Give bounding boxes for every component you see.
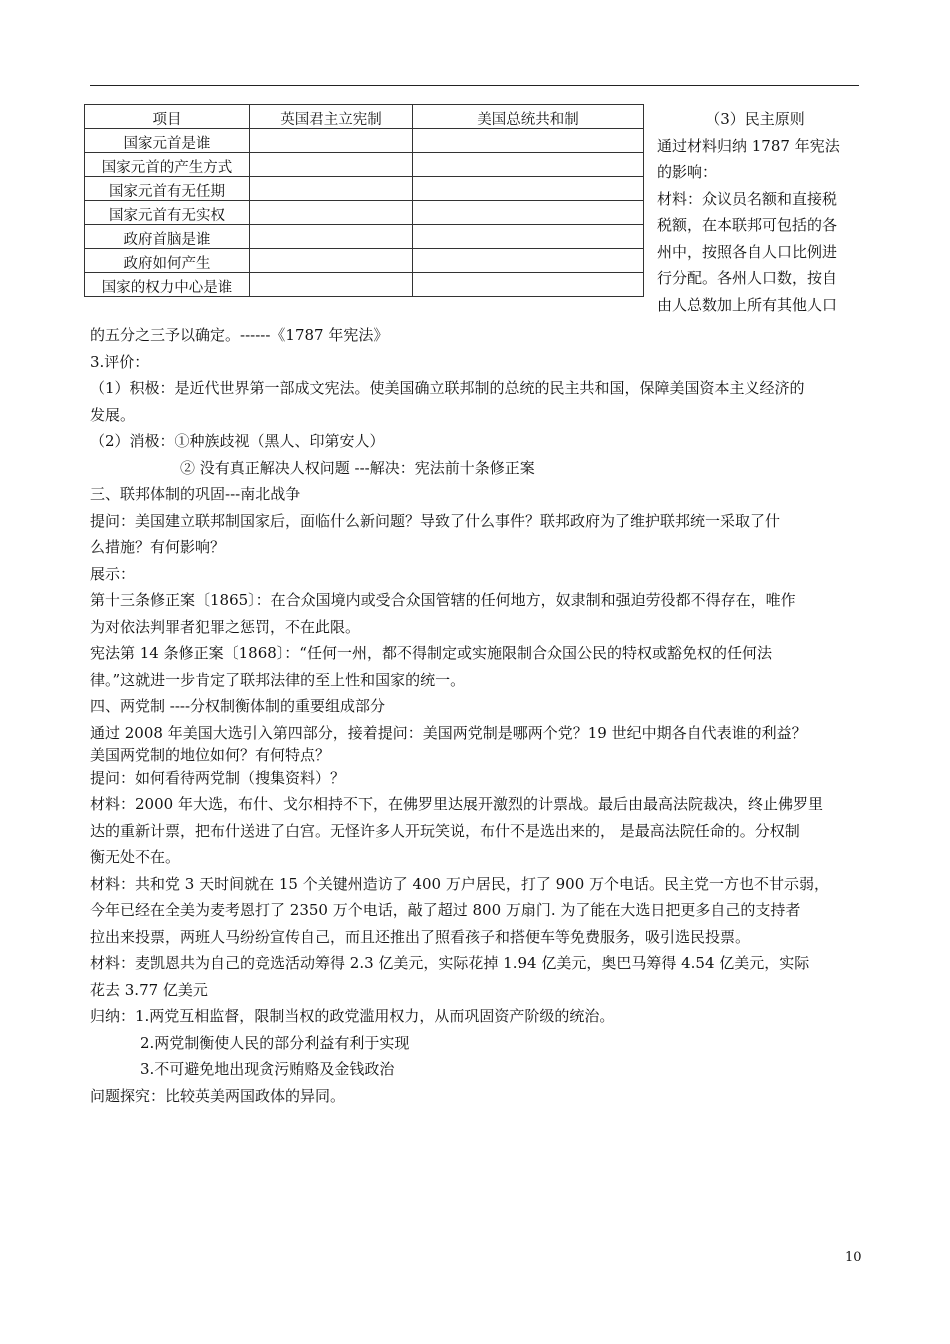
paragraph-line: 今年已经在全美为麦考恩打了 2350 万个电话，敲了超过 800 万扇门. 为了能在大选日把更多自己的支持者 xyxy=(90,901,801,919)
paragraph-line: 第十三条修正案〔1865〕：在合众国境内或受合众国管辖的任何地方，奴隶制和强迫劳役都不得存在，唯作 xyxy=(90,591,796,609)
table-row xyxy=(85,153,644,177)
paragraph-line: 达的重新计票，把布什送进了白宫。无怪许多人开玩笑说，布什不是选出来的， 是最高法院任命的。分权制 xyxy=(90,821,800,840)
side-line: 行分配。各州人口数，按自 xyxy=(657,269,838,287)
paragraph-line: 宪法第 14 条修正案〔1868〕：“任何一州，都不得制定或实施限制合众国公民的特权或豁免权的任何法 xyxy=(90,644,772,662)
paragraph-line: 拉出来投票，两班人马纷纷宣传自己，而且还推出了照看孩子和搭便车等免费服务，吸引选民投票。 xyxy=(90,927,751,946)
side-column xyxy=(657,106,867,318)
paragraph-line: 花去 3.77 亿美元 xyxy=(90,980,208,999)
paragraph-line: 提问：美国建立联邦制国家后，面临什么新问题？导致了什么事件？联邦政府为了维护联邦统一采取了什 xyxy=(90,511,781,530)
paragraph-line: 展示： xyxy=(90,564,136,583)
paragraph-line: 材料：麦凯恩共为自己的竞选活动筹得 2.3 亿美元，实际花掉 1.94 亿美元，奥巴马筹得 4.54 亿美元，实际 xyxy=(90,954,810,972)
table-header-cell: 美国总统共和制 xyxy=(413,105,644,129)
paragraph-line: ② 没有真正解决人权问题 ---解决：宪法前十条修正案 xyxy=(180,458,535,477)
table-cell: 国家元首的产生方式 xyxy=(85,153,250,177)
paragraph-line: 2.两党制衡使人民的部分利益有利于实现 xyxy=(140,1033,410,1052)
paragraph-line: 提问：如何看待两党制（搜集资料）？ xyxy=(90,768,346,787)
table-cell xyxy=(250,177,413,201)
paragraph-line: 3.评价： xyxy=(90,352,150,371)
paragraph-line: 3.不可避免地出现贪污贿赂及金钱政治 xyxy=(140,1060,395,1078)
table-cell xyxy=(413,225,644,249)
paragraph-line: （1）积极：是近代世界第一部成文宪法。使美国确立联邦制的总统的民主共和国，保障美国资本主义经济的 xyxy=(90,379,805,397)
table-row xyxy=(85,249,644,273)
paragraph-line: 律。”这就进一步肯定了联邦法律的至上性和国家的统一。 xyxy=(90,670,466,689)
table-cell xyxy=(250,249,413,273)
table-cell: 政府首脑是谁 xyxy=(85,225,250,249)
body-text xyxy=(90,322,870,1109)
table-cell xyxy=(250,129,413,153)
table-cell xyxy=(413,201,644,225)
table-row xyxy=(85,273,644,297)
paragraph-line: 发展。 xyxy=(90,405,136,424)
side-line: 通过材料归纳 1787 年宪法 xyxy=(657,136,840,155)
table-cell: 国家元首有无任期 xyxy=(85,177,250,201)
side-line: 州中，按照各自人口比例进 xyxy=(657,242,838,261)
side-line: 的影响： xyxy=(657,163,718,181)
paragraph-line: 的五分之三予以确定。------《1787 年宪法》 xyxy=(90,326,389,344)
section-heading: 三、联邦体制的巩固---南北战争 xyxy=(90,485,301,503)
comparison-table xyxy=(84,104,644,297)
paragraph-line: 美国两党制的地位如何？有何特点？ xyxy=(90,746,331,764)
paragraph-line: 问题探究：比较英美两国政体的异同。 xyxy=(90,1086,346,1105)
table-row xyxy=(85,225,644,249)
table-row xyxy=(85,201,644,225)
table-cell xyxy=(250,273,413,297)
paragraph-line: 衡无处不在。 xyxy=(90,848,181,866)
table-cell: 国家的权力中心是谁 xyxy=(85,273,250,297)
paragraph-line: 材料：共和党 3 天时间就在 15 个关键州造访了 400 万户居民，打了 900 万个电话。民主党一方也不甘示弱， xyxy=(90,874,830,893)
page-number: 10 xyxy=(845,1250,862,1265)
table-cell xyxy=(250,225,413,249)
side-line: 材料：众议员名额和直接税 xyxy=(657,189,838,208)
section-heading: 四、两党制 ----分权制衡体制的重要组成部分 xyxy=(90,697,386,715)
side-heading: （3）民主原则 xyxy=(705,110,805,128)
table-cell: 国家元首是谁 xyxy=(85,129,250,153)
paragraph-line: （2）消极：①种族歧视（黑人、印第安人） xyxy=(90,432,385,450)
table-cell xyxy=(413,249,644,273)
table-cell: 政府如何产生 xyxy=(85,249,250,273)
table-header-cell: 英国君主立宪制 xyxy=(250,105,413,129)
paragraph-line: 为对依法判罪者犯罪之惩罚，不在此限。 xyxy=(90,617,361,636)
table-row xyxy=(85,129,644,153)
paragraph-line: 通过 2008 年美国大选引入第四部分，接着提问：美国两党制是哪两个党？19 世纪中期各自代表谁的利益？ xyxy=(90,723,807,742)
table-cell xyxy=(413,153,644,177)
side-line: 税额，在本联邦可包括的各 xyxy=(657,216,838,234)
table-header-row xyxy=(85,105,644,129)
table-cell xyxy=(250,201,413,225)
table-cell xyxy=(413,273,644,297)
side-line: 由人总数加上所有其他人口 xyxy=(657,295,838,314)
table-cell xyxy=(413,177,644,201)
header-rule xyxy=(90,85,859,86)
paragraph-line: 么措施？有何影响？ xyxy=(90,538,226,556)
table-cell xyxy=(413,129,644,153)
table-header-cell: 项目 xyxy=(85,105,250,129)
table-row xyxy=(85,177,644,201)
paragraph-line: 归纳：1.两党互相监督，限制当权的政党滥用权力，从而巩固资产阶级的统治。 xyxy=(90,1007,615,1025)
table-cell: 国家元首有无实权 xyxy=(85,201,250,225)
paragraph-line: 材料：2000 年大选，布什、戈尔相持不下，在佛罗里达展开激烈的计票战。最后由最高法院裁决，终止佛罗里 xyxy=(90,795,823,813)
table-cell xyxy=(250,153,413,177)
